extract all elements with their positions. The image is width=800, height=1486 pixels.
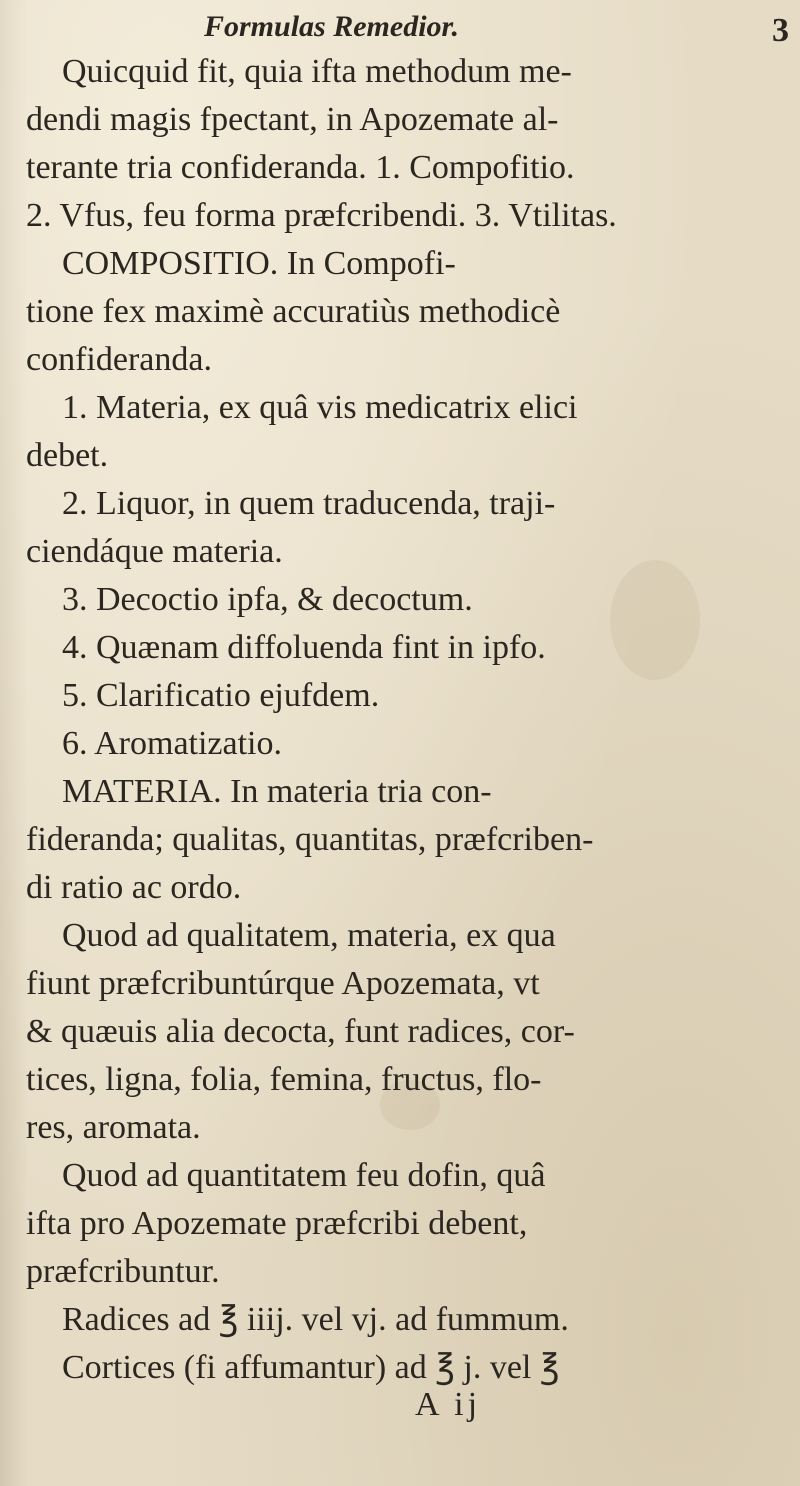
text-line: res, aromata. bbox=[26, 1109, 201, 1146]
text-line: præfcribuntur. bbox=[26, 1253, 220, 1290]
text-line: Quod ad qualitatem, materia, ex qua bbox=[62, 917, 556, 954]
text-line: di ratio ac ordo. bbox=[26, 869, 242, 906]
text-line: terante tria confideranda. 1. Compofitio. bbox=[26, 149, 575, 186]
signature-mark: 3 bbox=[772, 12, 789, 49]
text-line: Quod ad quantitatem feu dofin, quâ bbox=[62, 1157, 546, 1194]
list-item: 5. Clarificatio ejufdem. bbox=[62, 677, 380, 714]
text-line: tices, ligna, folia, femina, fructus, flo- bbox=[26, 1061, 542, 1098]
footer-signature: A ij bbox=[415, 1386, 482, 1423]
text-line: tione fex maximè accuratiùs methodicè bbox=[26, 293, 561, 330]
list-item: 1. Materia, ex quâ vis medicatrix elici bbox=[62, 389, 578, 426]
running-head: Formulas Remedior. bbox=[204, 10, 460, 43]
text-line: dendi magis fpectant, in Apozemate al- bbox=[26, 101, 559, 138]
text-line: Quicquid fit, quia ifta methodum me- bbox=[62, 53, 572, 90]
list-item: 2. Liquor, in quem traducenda, traji- bbox=[62, 485, 556, 522]
text-line: 2. Vfus, feu forma præfcribendi. 3. Vtilitas. bbox=[26, 197, 617, 234]
text-line: Radices ad ℥ iiij. vel vj. ad fummum. bbox=[62, 1301, 569, 1338]
text-line: & quæuis alia decocta, funt radices, cor- bbox=[26, 1013, 575, 1050]
text-line: fiunt præfcribuntúrque Apozemata, vt bbox=[26, 965, 540, 1002]
section-heading-compositio: COMPOSITIO. In Compofi- bbox=[62, 245, 456, 282]
paper-stain bbox=[610, 560, 700, 680]
list-item: 3. Decoctio ipfa, & decoctum. bbox=[62, 581, 473, 618]
list-item: 6. Aromatizatio. bbox=[62, 725, 283, 762]
list-item: 4. Quænam diffoluenda fint in ipfo. bbox=[62, 629, 546, 666]
text-line: confideranda. bbox=[26, 341, 212, 378]
text-line: Cortices (fi affumantur) ad ℥ j. vel ℥ bbox=[62, 1349, 560, 1386]
text-line: fideranda; qualitas, quantitas, præfcriben- bbox=[26, 821, 594, 858]
text-line: debet. bbox=[26, 437, 109, 474]
text-line: ciendáque materia. bbox=[26, 533, 283, 570]
text-line: ifta pro Apozemate præfcribi debent, bbox=[26, 1205, 528, 1242]
section-heading-materia: MATERIA. In materia tria con- bbox=[62, 773, 492, 810]
